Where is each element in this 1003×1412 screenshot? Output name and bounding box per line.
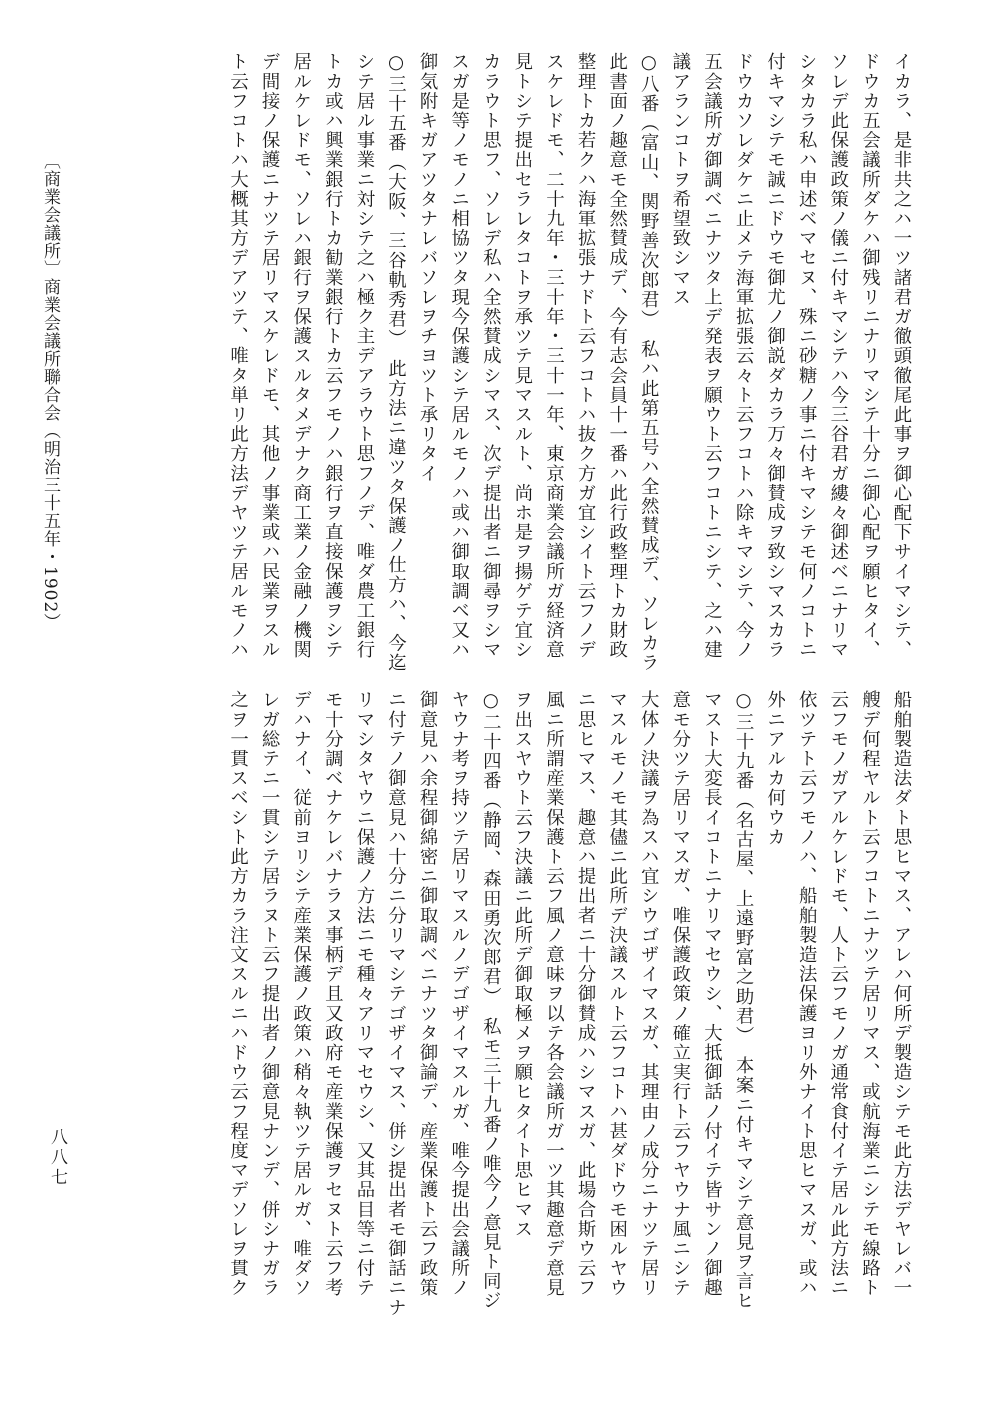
text-line: 船舶製造法ダト思ヒマス、アレハ何所デ製造シテモ此方法デヤレバ一 [891, 690, 912, 1298]
text-line: ○三十五番（大阪、三谷軌秀君） 此方法ニ違ツタ保護ノ仕方ハ、今迄 [385, 52, 407, 673]
text-line: 云フモノガアルケレドモ、人ト云フモノガ通常食付イテ居ル此方法ニ [827, 690, 849, 1298]
text-line: スガ是等ノモノニ相協ツタ現今保護シテ居ルモノハ或ハ御取調ベ又ハ [448, 52, 470, 660]
running-head-year: （明治三十五年・1902） [40, 422, 60, 632]
text-line: 艘デ何程ヤルト云フコトニナツテ居リマス、或航海業ニシテモ線路ト [859, 690, 881, 1298]
text-line: シテ居ル事業ニ対シテ之ハ極ク主デアラウト思フノデ、唯ダ農工銀行 [353, 52, 375, 660]
lower-text-block [222, 690, 917, 1318]
text-line: 五会議所ガ御調ベニナツタ上デ発表ヲ願ウト云フコトニシテ、之ハ建 [701, 52, 723, 660]
running-head-title: 商業会議所聯合会 [40, 278, 60, 422]
text-line: イカラ、是非共之ハ一ツ諸君ガ徹頭徹尾此事ヲ御心配下サイマシテ、 [891, 52, 912, 660]
text-line: 御気附キガアツタナレバソレヲチヨツト承リタイ [417, 52, 439, 484]
text-line: ニ思ヒマス、趣意ハ提出者ニ十分御賛成ハシマスガ、此場合斯ウ云フ [575, 690, 597, 1298]
text-line: シタカラ私ハ申述ベマセヌ、殊ニ砂糖ノ事ニ付キマシテモ何ノコトニ [796, 52, 818, 660]
text-line: 付キマシテモ誠ニドウモ御尤ノ御説ダカラ万々御賛成ヲ致シマスカラ [764, 52, 786, 660]
running-head [38, 152, 63, 712]
text-line: 整理トカ若クハ海軍拡張ナドト云フコトハ抜ク方ガ宜シイト云フノデ [575, 52, 597, 660]
text-line: カラウト思フ、ソレデ私ハ全然賛成シマス、次デ提出者ニ御尋ヲシマ [480, 52, 502, 660]
text-line: 外ニアルカ何ウカ [764, 690, 786, 847]
text-line: 御意見ハ余程御綿密ニ御取調ベニナツタ御論デ、産業保護ト云フ政策 [417, 690, 439, 1298]
text-line: 風ニ所謂産業保護ト云フ風ノ意味ヲ以テ各会議所ガ一ツ其趣意デ意見 [543, 690, 565, 1298]
text-line: ○二十四番（静岡、森田勇次郎君） 私モ三十九番ノ唯今ノ意見ト同ジ [480, 690, 502, 1311]
text-line: モ十分調ベナケレバナラヌ事柄デ且又政府モ産業保護ヲセヌト云フ考 [322, 690, 344, 1298]
text-line: マスルモノモ其儘ニ此所デ決議スルト云フコトハ甚ダドウモ困ルヤウ [606, 690, 628, 1298]
text-line: リマシタヤウニ保護ノ方法ニモ種々アリマセウシ、又其品目等ニ付テ [353, 690, 375, 1298]
text-line: ソレデ此保護政策ノ儀ニ付キマシテハ今三谷君ガ縷々御述ベニナリマ [827, 52, 849, 660]
text-line: ヲ出スヤウト云フ決議ニ此所デ御取極メヲ願ヒタイト思ヒマス [511, 690, 533, 1239]
text-line: デハナイ、従前ヨリシテ産業保護ノ政策ハ稍々執ツテ居ルガ、唯ダソ [290, 690, 312, 1298]
text-line: ドウカ五会議所ダケハ御残リニナリマシテ十分ニ御心配ヲ願ヒタイ、 [859, 52, 881, 660]
text-line: 大体ノ決議ヲ為スハ宜シウゴザイマスガ、其理由ノ成分ニナツテ居リ [638, 690, 660, 1298]
text-line: ニ付テノ御意見ハ十分ニ分リマシテゴザイマス、併シ提出者モ御話ニナ [385, 690, 407, 1318]
text-line: トカ或ハ興業銀行トカ勧業銀行トカ云フモノハ銀行ヲ直接保護ヲシテ [322, 52, 344, 660]
text-line: 議アランコトヲ希望致シマス [669, 52, 691, 307]
text-line: 意モ分ツテ居リマスガ、唯保護政策ノ確立実行ト云フヤウナ風ニシテ [669, 690, 691, 1298]
running-head-section: 〔商業会議所〕 [40, 152, 60, 278]
text-line: 居ルケレドモ、ソレハ銀行ヲ保護スルタメデナク商工業ノ金融ノ機関 [290, 52, 312, 660]
text-line: スケレドモ、二十九年・三十年・三十一年、東京商業会議所ガ経済意 [543, 52, 565, 660]
text-line: ト云フコトハ大概其方デアツテ、唯タ単リ此方法デヤツテ居ルモノハ [227, 52, 249, 660]
text-line: 此書面ノ趣意モ全然賛成デ、今有志会員十一番ハ此行政整理トカ財政 [606, 52, 628, 660]
text-line: 見トシテ提出セラレタコトヲ承ツテ見マスルト、尚ホ是ヲ揚ゲテ宜シ [511, 52, 533, 660]
text-line: ○八番（富山、関野善次郎君） 私ハ此第五号ハ全然賛成デ、ソレカラ [638, 52, 660, 673]
upper-text-block [222, 52, 917, 673]
text-line: デ間接ノ保護ニナツテ居リマスケレドモ、其他ノ事業或ハ民業ヲスル [259, 52, 281, 660]
text-line: ○三十九番（名古屋、上遠野富之助君） 本案ニ付キマシテ意見ヲ言ヒ [733, 690, 755, 1311]
text-line: レガ総テニ一貫シテ居ラヌト云フ提出者ノ御意見ナンデ、併シナガラ [259, 690, 281, 1298]
text-line: 依ツテト云フモノハ、船舶製造法保護ヨリ外ナイト思ヒマスガ、或ハ [796, 690, 818, 1298]
text-line: マスト大変長イコトニナリマセウシ、大抵御話ノ付イテ皆サンノ御趣 [701, 690, 723, 1298]
text-line: 之ヲ一貫スベシト此方カラ注文スルニハドウ云フ程度マデソレヲ貫ク [227, 690, 249, 1298]
page-number: 八八七 [47, 1128, 67, 1188]
text-line: ヤウナ考ヲ持ツテ居リマスルノデゴザイマスルガ、唯今提出会議所ノ [448, 690, 470, 1298]
text-line: ドウカソレダケニ止メテ海軍拡張云々ト云フコトハ除キマシテ、今ノ [733, 52, 755, 660]
